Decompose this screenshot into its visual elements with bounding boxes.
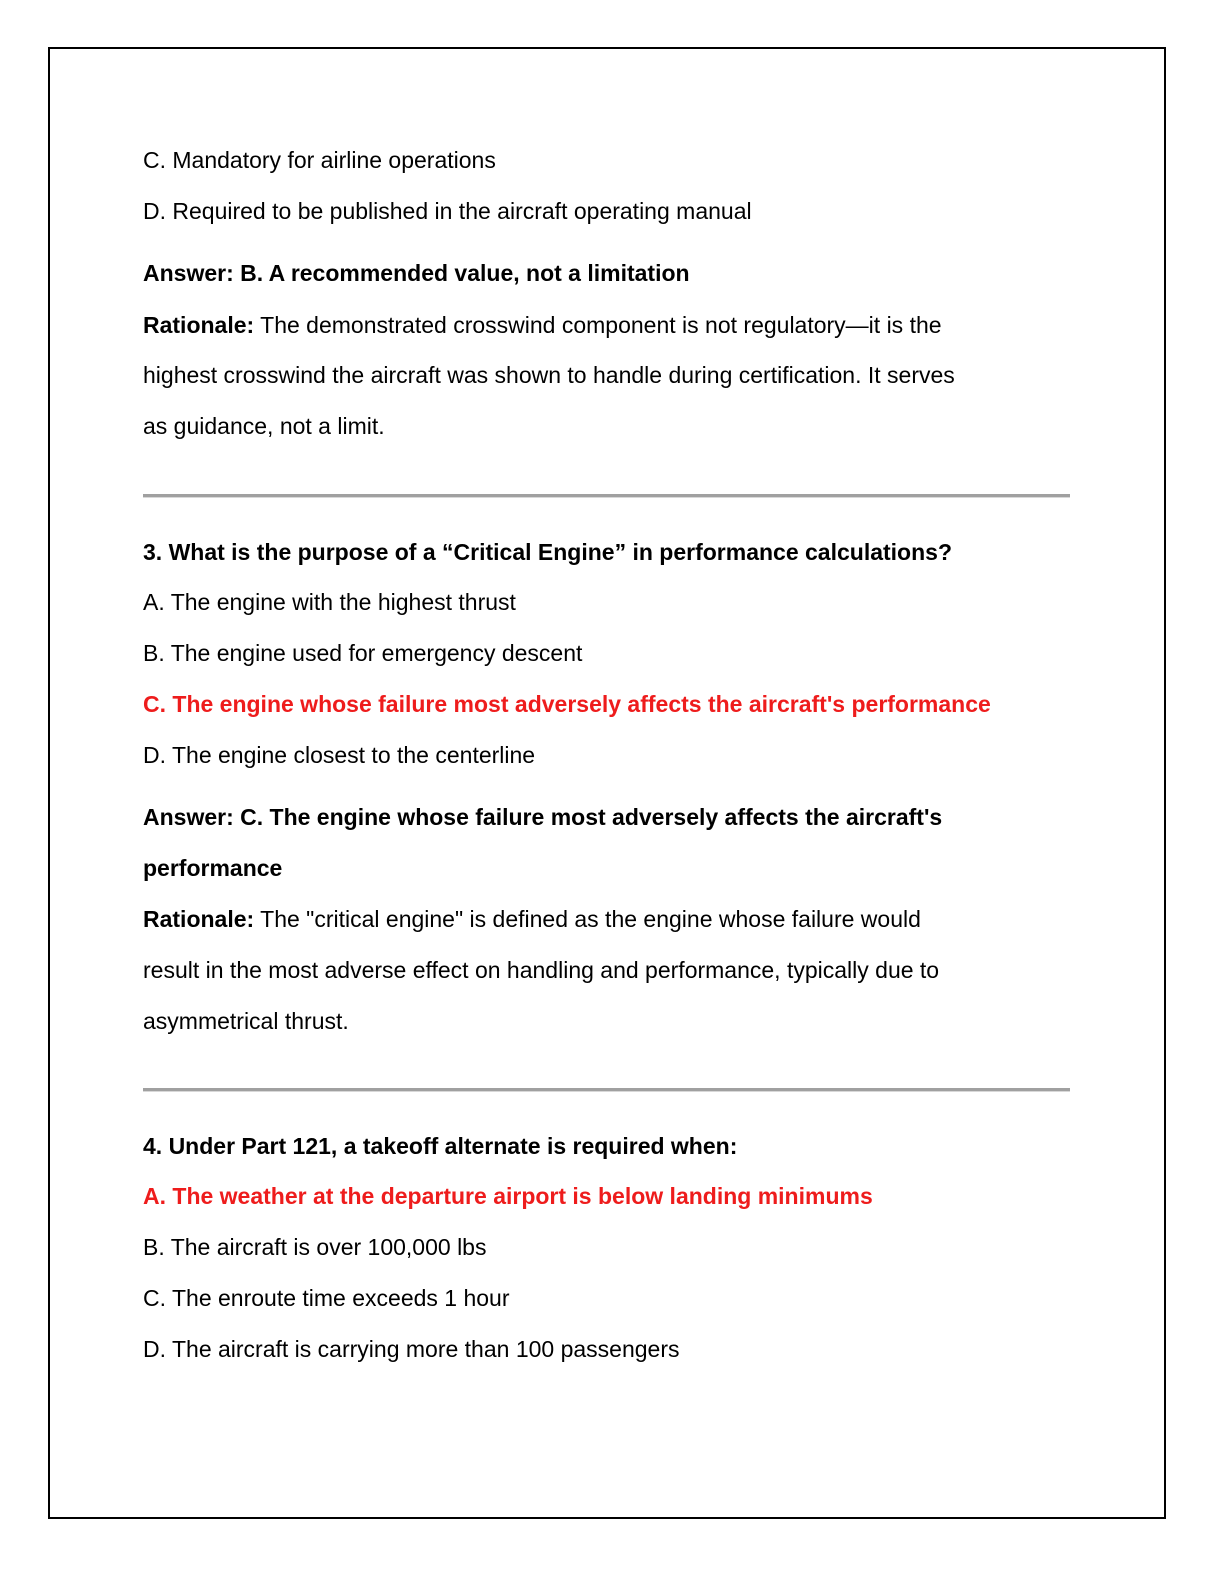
q3-option-d: D. The engine closest to the centerline bbox=[143, 742, 536, 768]
q3-rationale-line-2: result in the most adverse effect on handling and performance, typically due to bbox=[143, 957, 940, 983]
q2-option-c: C. Mandatory for airline operations bbox=[143, 147, 496, 173]
q3-option-a: A. The engine with the highest thrust bbox=[143, 589, 516, 615]
q3-rationale-text-1: The "critical engine" is defined as the engine whose failure would bbox=[254, 906, 921, 932]
q4-option-b: B. The aircraft is over 100,000 lbs bbox=[143, 1234, 487, 1260]
q3-rationale-line-1 bbox=[143, 904, 921, 934]
q3-answer-line-2: performance bbox=[143, 855, 283, 881]
q3-question: 3. What is the purpose of a “Critical Engine” in performance calculations? bbox=[143, 539, 952, 565]
q3-option-b: B. The engine used for emergency descent bbox=[143, 640, 583, 666]
q2-rationale-text-1: The demonstrated crosswind component is not regulatory—it is the bbox=[254, 312, 942, 338]
section-divider bbox=[143, 494, 1070, 498]
q4-option-d: D. The aircraft is carrying more than 100 passengers bbox=[143, 1336, 680, 1362]
q4-question: 4. Under Part 121, a takeoff alternate is required when: bbox=[143, 1133, 738, 1159]
q2-rationale-line-2: highest crosswind the aircraft was shown to handle during certification. It serves bbox=[143, 362, 955, 388]
q2-rationale-line-1 bbox=[143, 310, 942, 340]
q2-answer: Answer: B. A recommended value, not a limitation bbox=[143, 260, 690, 286]
q3-rationale-line-3: asymmetrical thrust. bbox=[143, 1008, 349, 1034]
q2-rationale-label: Rationale: bbox=[143, 312, 255, 338]
q3-answer-line-1: Answer: C. The engine whose failure most adversely affects the aircraft's bbox=[143, 804, 943, 830]
q3-rationale-label: Rationale: bbox=[143, 906, 255, 932]
q4-option-a-correct: A. The weather at the departure airport is below landing minimums bbox=[143, 1183, 873, 1209]
q3-option-c-correct: C. The engine whose failure most adversely affects the aircraft's performance bbox=[143, 691, 991, 717]
section-divider bbox=[143, 1088, 1070, 1092]
q2-rationale-line-3: as guidance, not a limit. bbox=[143, 413, 385, 439]
q4-option-c: C. The enroute time exceeds 1 hour bbox=[143, 1285, 510, 1311]
q2-option-d: D. Required to be published in the aircraft operating manual bbox=[143, 198, 752, 224]
